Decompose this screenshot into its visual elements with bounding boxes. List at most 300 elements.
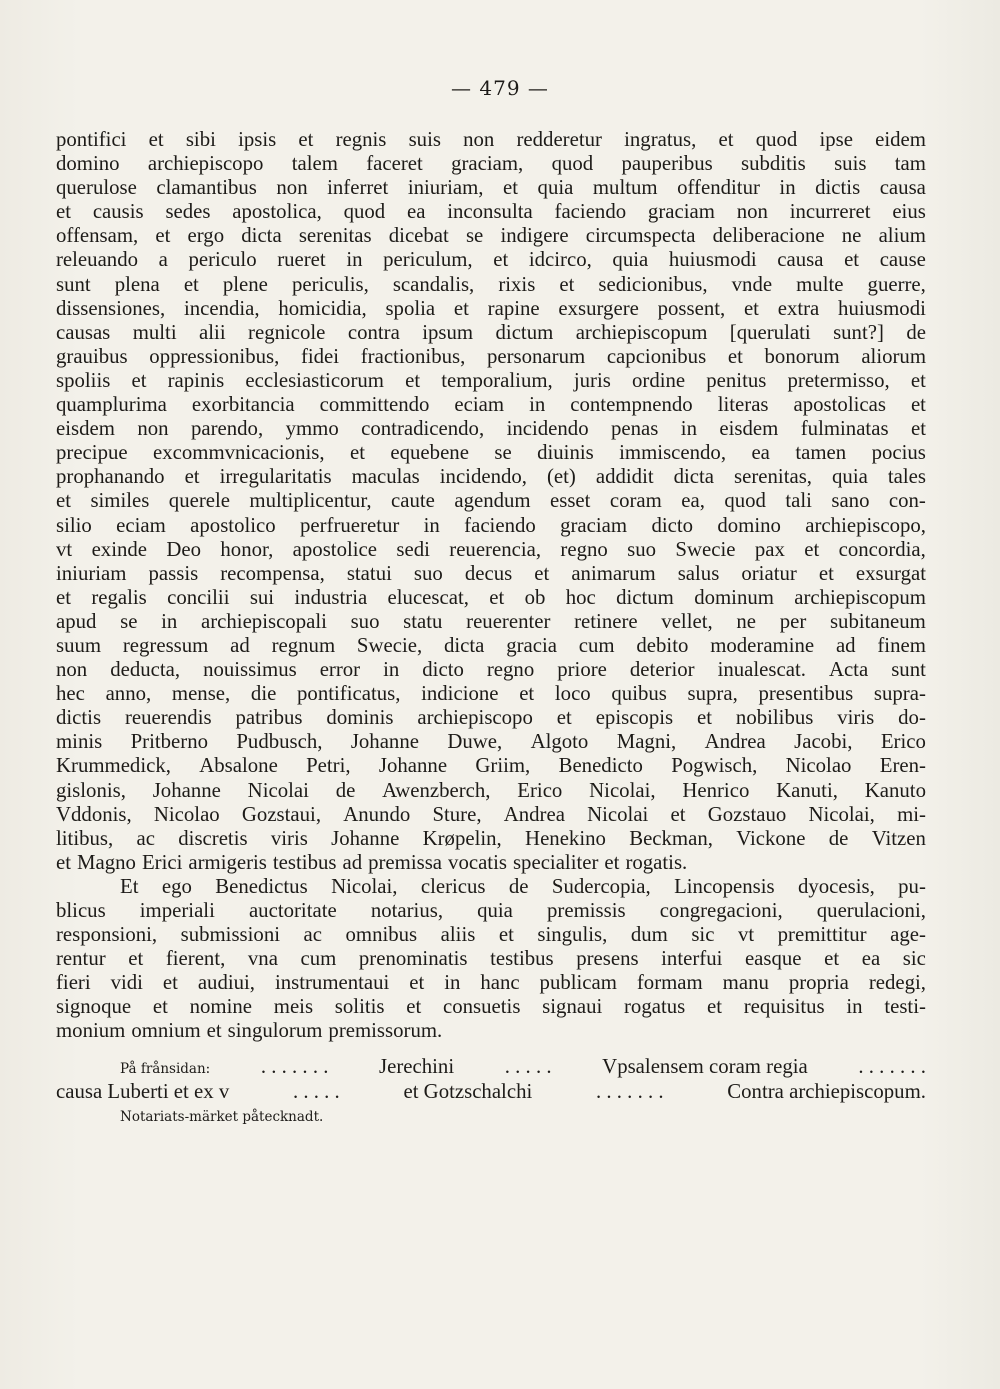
- text-word: Sture,: [432, 802, 482, 826]
- text-word: spoliis: [56, 368, 111, 392]
- text-word: exsurgere: [558, 296, 639, 320]
- text-word: sic: [691, 923, 715, 947]
- text-word: requisitus: [743, 995, 825, 1019]
- text-word: et: [706, 995, 722, 1019]
- text-word: regnum: [271, 633, 336, 657]
- page-number: — 479 —: [451, 76, 549, 100]
- text-word: ne: [736, 609, 757, 633]
- text-word: multi: [132, 320, 177, 344]
- text-word: et: [206, 1019, 222, 1043]
- text-word: inferret: [327, 176, 389, 200]
- text-word: eidem: [875, 128, 926, 151]
- text-word: singulis,: [537, 923, 608, 947]
- text-word: Erico: [517, 778, 563, 802]
- text-word: Jacobi,: [794, 730, 853, 754]
- text-word: prophanando: [56, 465, 165, 489]
- text-word: ordine: [632, 368, 686, 392]
- text-word: tamen: [795, 441, 847, 465]
- text-word: statui: [346, 561, 392, 585]
- text-word: causis: [92, 200, 144, 224]
- text-word: Algoto: [530, 730, 589, 754]
- text-word: discretis: [178, 826, 248, 850]
- text-word: Absalone: [199, 754, 278, 778]
- footnote-dots: . . . . . . .: [260, 1055, 329, 1078]
- footnote-label: På frånsidan:: [120, 1061, 211, 1077]
- text-word: Vitzen: [871, 826, 926, 850]
- text-word: Nicolai,: [808, 802, 875, 826]
- text-line: [56, 562, 926, 586]
- text-word: dicebat: [388, 224, 449, 248]
- text-word: circumspecta: [585, 224, 696, 248]
- text-line: [56, 634, 926, 658]
- text-word: moderamine: [710, 633, 815, 657]
- text-word: et: [148, 128, 164, 151]
- text-word: et: [131, 368, 147, 392]
- text-word: ne: [841, 224, 862, 248]
- text-word: sic: [902, 947, 926, 971]
- text-word: apostolicas: [793, 393, 886, 417]
- text-word: presentibus: [758, 682, 854, 706]
- text-word: eciam: [116, 513, 166, 537]
- text-word: ea,: [681, 489, 705, 513]
- text-word: exinde: [91, 537, 147, 561]
- text-line: [56, 128, 926, 152]
- text-word: vna: [247, 947, 278, 971]
- text-word: mense,: [171, 682, 231, 706]
- text-word: testibus: [490, 947, 554, 971]
- text-word: Petri,: [306, 754, 351, 778]
- text-line: [56, 682, 926, 706]
- text-word: apostolico: [190, 513, 276, 537]
- text-word: guerre,: [867, 272, 926, 296]
- text-word: priore: [557, 658, 607, 682]
- text-word: reuerendis: [124, 706, 212, 730]
- text-word: et: [556, 706, 572, 730]
- text-word: archiepiscopum: [794, 585, 926, 609]
- text-word: domino: [717, 513, 781, 537]
- text-word: dominum: [694, 585, 774, 609]
- text-word: ad: [230, 633, 250, 657]
- text-word: et: [56, 200, 72, 224]
- text-word: excommvnicacionis,: [153, 441, 325, 465]
- text-word: contradicendo,: [361, 417, 485, 441]
- text-word: in: [680, 417, 697, 441]
- text-word: non: [736, 200, 768, 224]
- text-word: et: [56, 489, 72, 513]
- text-word: reuerencia,: [449, 537, 542, 561]
- text-word: [querulati: [729, 320, 811, 344]
- text-word: Benedicto: [558, 754, 643, 778]
- text-line: [56, 754, 926, 778]
- text-word: et: [405, 368, 421, 392]
- text-word: ego: [161, 874, 192, 898]
- text-word: ingratus,: [624, 128, 697, 151]
- footnote-text: Vpsalensem coram regia: [602, 1055, 808, 1078]
- text-word: causa: [879, 176, 926, 200]
- text-word: serenitas,: [734, 465, 813, 489]
- footnote-dots: . . . . .: [292, 1080, 340, 1103]
- text-word: industria: [294, 585, 368, 609]
- text-word: concordia,: [838, 537, 926, 561]
- text-word: tales: [887, 465, 926, 489]
- text-word: domino: [56, 152, 120, 176]
- text-line: [56, 851, 926, 875]
- text-word: apostolice: [292, 537, 377, 561]
- text-word: do-: [898, 706, 926, 730]
- text-line: [56, 730, 926, 754]
- text-word: causas: [56, 320, 111, 344]
- text-word: in: [383, 658, 400, 682]
- text-word: incendia,: [183, 296, 260, 320]
- text-word: propria: [788, 971, 849, 995]
- text-word: literas: [717, 393, 769, 417]
- text-word: cum: [578, 633, 615, 657]
- text-word: in: [161, 609, 178, 633]
- text-word: Lincopensis: [674, 874, 775, 898]
- text-word: quod: [755, 128, 798, 151]
- text-word: Pogwisch,: [671, 754, 758, 778]
- text-word: pocius: [871, 441, 926, 465]
- text-word: multum: [592, 176, 658, 200]
- text-word: eisdem: [719, 417, 779, 441]
- text-word: quibus: [611, 682, 667, 706]
- text-word: manu: [722, 971, 769, 995]
- text-word: premissorum.: [328, 1019, 443, 1043]
- text-word: dominis: [326, 706, 394, 730]
- text-word: monium: [56, 1019, 126, 1043]
- text-word: gislonis,: [56, 778, 126, 802]
- text-word: age-: [890, 923, 926, 947]
- text-word: capcionibus: [606, 344, 707, 368]
- text-word: animarum: [571, 561, 656, 585]
- text-word: viris: [837, 706, 875, 730]
- text-word: Kanuto: [864, 778, 926, 802]
- text-word: Henrico: [682, 778, 750, 802]
- text-word: cum: [300, 947, 337, 971]
- text-word: non: [276, 176, 308, 200]
- text-word: regnis: [335, 128, 387, 151]
- text-line: [56, 538, 926, 562]
- text-word: con-: [888, 489, 926, 513]
- text-word: quia: [477, 899, 513, 922]
- text-word: quod: [551, 152, 594, 176]
- text-word: regalis: [91, 585, 147, 609]
- text-word: indicione: [421, 682, 499, 706]
- text-word: talem: [291, 152, 338, 176]
- text-word: periculo: [188, 248, 257, 272]
- text-word: et: [503, 176, 519, 200]
- text-word: ea: [406, 200, 426, 224]
- text-word: Eren-: [879, 754, 926, 778]
- text-word: salus: [677, 561, 720, 585]
- text-line: [56, 586, 926, 610]
- text-word: releuando: [56, 248, 138, 272]
- text-word: et: [804, 537, 820, 561]
- footnote-reverse-side-line-1: [56, 1055, 926, 1079]
- text-word: tali: [785, 489, 812, 513]
- text-word: testi-: [884, 995, 926, 1019]
- text-word: Magno: [77, 850, 136, 874]
- text-word: grauibus: [56, 344, 128, 368]
- text-word: sunt: [891, 658, 926, 682]
- text-line: [56, 947, 926, 971]
- text-line: [56, 273, 926, 297]
- text-word: vt: [56, 537, 73, 561]
- text-word: Pudbusch,: [236, 730, 323, 754]
- text-word: ob: [524, 585, 546, 609]
- text-word: omnium: [131, 1019, 201, 1043]
- text-word: ea: [861, 947, 881, 971]
- text-word: vocatis: [448, 850, 507, 874]
- text-word: Nicolao: [785, 754, 852, 778]
- text-word: regno: [560, 537, 608, 561]
- text-line: [56, 875, 926, 899]
- text-word: viris: [270, 826, 308, 850]
- text-word: idcirco,: [528, 248, 592, 272]
- text-word: rixis: [498, 272, 536, 296]
- text-word: sedicionibus,: [598, 272, 708, 296]
- text-line: [56, 441, 926, 465]
- text-word: penas: [611, 417, 659, 441]
- footnote-reverse-side-line-2: [56, 1080, 926, 1104]
- text-word: nobilibus: [735, 706, 814, 730]
- text-word: meis: [273, 995, 314, 1019]
- text-line: [56, 248, 926, 272]
- text-word: caute: [391, 489, 435, 513]
- text-word: rapine: [487, 296, 540, 320]
- text-word: vellet,: [661, 609, 713, 633]
- text-word: rentur: [56, 947, 106, 971]
- text-word: et: [298, 128, 314, 151]
- footnote-dots: . . . . . . .: [595, 1080, 664, 1103]
- text-word: et: [818, 561, 834, 585]
- text-word: regnicole: [248, 320, 326, 344]
- text-word: bonorum: [764, 344, 840, 368]
- text-word: periculis,: [291, 272, 369, 296]
- text-word: et: [56, 585, 72, 609]
- text-word: passis: [148, 561, 199, 585]
- text-word: Nicolai,: [589, 778, 656, 802]
- text-line: [56, 176, 926, 200]
- text-word: Pritberno: [130, 730, 208, 754]
- text-word: et: [697, 706, 713, 730]
- text-word: publicam: [539, 971, 617, 995]
- text-word: anno,: [105, 682, 152, 706]
- text-word: vt: [737, 923, 755, 947]
- text-word: audiui,: [197, 971, 256, 995]
- text-word: archiepiscopo: [147, 152, 264, 176]
- text-word: redegi,: [868, 971, 926, 995]
- text-word: clericus: [420, 874, 486, 898]
- text-word: et: [162, 971, 178, 995]
- text-word: statu: [403, 609, 443, 633]
- text-line: [56, 369, 926, 393]
- text-word: a: [158, 248, 168, 272]
- text-word: Kanuti,: [776, 778, 838, 802]
- text-word: precipue: [56, 441, 128, 465]
- text-word: spolia: [385, 296, 436, 320]
- text-word: in: [529, 393, 546, 417]
- text-word: temporalium,: [441, 368, 553, 392]
- text-word: in: [444, 971, 461, 995]
- text-word: possent,: [657, 296, 726, 320]
- text-word: contra: [347, 320, 400, 344]
- text-word: eisdem: [56, 417, 115, 441]
- text-word: de: [335, 778, 356, 802]
- text-word: et: [155, 224, 171, 248]
- text-word: offenditur: [677, 176, 760, 200]
- text-word: pauperibus: [621, 152, 713, 176]
- text-word: deducta,: [110, 658, 181, 682]
- footnote-dots: . . . . . . .: [858, 1055, 926, 1078]
- text-word: suo: [627, 537, 657, 561]
- text-line: [56, 803, 926, 827]
- text-word: periculum,: [383, 248, 473, 272]
- text-word: ipsis: [238, 128, 277, 151]
- text-word: et: [349, 441, 365, 465]
- text-word: in: [846, 995, 863, 1019]
- text-word: pontificatus,: [297, 682, 401, 706]
- text-word: et: [406, 995, 422, 1019]
- text-word: oppressionibus,: [149, 344, 280, 368]
- text-word: dictum: [616, 585, 674, 609]
- text-word: Erici: [141, 850, 183, 874]
- text-word: non: [463, 128, 495, 151]
- footnote-dots: . . . . .: [504, 1055, 552, 1078]
- text-word: dicta: [241, 224, 282, 248]
- text-word: singulorum: [227, 1019, 323, 1043]
- text-word: et: [718, 128, 734, 151]
- text-word: litibus,: [56, 826, 114, 850]
- text-word: incidendo,: [439, 465, 527, 489]
- text-word: Awenzberch,: [382, 778, 491, 802]
- text-word: multe: [796, 272, 844, 296]
- text-word: hanc: [480, 971, 520, 995]
- text-word: signaui: [542, 995, 603, 1019]
- text-word: et: [844, 248, 860, 272]
- text-word: Griim,: [475, 754, 531, 778]
- text-word: responsioni,: [56, 923, 158, 947]
- text-word: dictis: [815, 176, 861, 200]
- text-word: Krummedick,: [56, 754, 171, 778]
- text-word: testibus: [272, 850, 337, 874]
- text-word: imperiali: [139, 899, 215, 922]
- text-word: Benedictus: [215, 874, 308, 898]
- text-word: Beckman,: [629, 826, 713, 850]
- text-line: [56, 514, 926, 538]
- text-word: dicta: [673, 465, 715, 489]
- text-word: rapinis: [167, 368, 225, 392]
- text-word: eciam: [454, 393, 505, 417]
- text-word: fractionibus,: [360, 344, 466, 368]
- text-word: in: [423, 513, 440, 537]
- text-word: pu-: [898, 874, 926, 898]
- text-word: solitis: [334, 995, 385, 1019]
- text-word: extra: [777, 296, 820, 320]
- text-word: graciam: [647, 200, 715, 224]
- text-word: Krøpelin,: [422, 826, 502, 850]
- text-word: suis: [408, 128, 441, 151]
- text-word: elucescat,: [387, 585, 469, 609]
- text-word: immiscendo,: [619, 441, 727, 465]
- text-word: hec: [56, 682, 85, 706]
- text-word: suum: [56, 633, 102, 657]
- text-word: ea: [751, 441, 770, 465]
- text-word: graciam,: [451, 152, 524, 176]
- text-word: instrumentaui: [274, 971, 390, 995]
- text-word: Nicolai: [587, 802, 649, 826]
- text-word: armigeris: [188, 850, 267, 874]
- text-word: regressum: [122, 633, 209, 657]
- text-word: retinere: [574, 609, 638, 633]
- text-word: committendo: [319, 393, 430, 417]
- text-word: fieri: [56, 971, 91, 995]
- footnote-text: causa Luberti et ex v: [56, 1080, 230, 1103]
- text-word: mi-: [897, 802, 926, 826]
- text-word: quia: [537, 176, 574, 200]
- text-word: fidei: [300, 344, 340, 368]
- text-word: pretermisso,: [787, 368, 890, 392]
- text-word: huiusmodi: [668, 248, 757, 272]
- text-word: archiepiscopo: [417, 706, 533, 730]
- text-word: plene: [222, 272, 268, 296]
- text-word: ipse: [819, 128, 853, 151]
- text-word: faciendo: [464, 513, 536, 537]
- text-word: et: [519, 682, 535, 706]
- text-word: supra-: [873, 682, 926, 706]
- text-line: [56, 465, 926, 489]
- text-word: pontifici: [56, 128, 127, 151]
- text-word: incurreret: [789, 200, 871, 224]
- text-line: [56, 321, 926, 345]
- text-word: perfrueretur: [300, 513, 400, 537]
- text-word: parendo,: [190, 417, 264, 441]
- text-line: [56, 658, 926, 682]
- text-word: suis: [834, 152, 867, 176]
- text-word: Duwe,: [447, 730, 503, 754]
- text-word: subitaneum: [829, 609, 926, 633]
- text-word: quia: [612, 248, 649, 272]
- text-word: de: [828, 826, 849, 850]
- text-word: cause: [879, 248, 926, 272]
- text-word: sedes: [165, 200, 211, 224]
- text-word: faceret: [366, 152, 423, 176]
- text-word: redderetur: [516, 128, 602, 151]
- text-word: error: [319, 658, 361, 682]
- text-word: penitus: [706, 368, 767, 392]
- text-word: Gozstaui,: [241, 802, 322, 826]
- text-word: honor,: [220, 537, 274, 561]
- text-word: exsurgat: [855, 561, 926, 585]
- text-word: et: [534, 561, 550, 585]
- text-word: Nicolao: [153, 802, 220, 826]
- text-word: Et: [120, 874, 139, 898]
- text-word: Johanne: [331, 826, 400, 850]
- text-word: formam: [636, 971, 703, 995]
- text-line: [56, 923, 926, 947]
- text-word: non: [56, 658, 88, 682]
- text-word: ecclesiasticorum: [245, 368, 384, 392]
- text-word: et: [498, 923, 514, 947]
- text-word: plena: [114, 272, 160, 296]
- text-word: (et): [546, 465, 576, 489]
- text-word: in: [346, 248, 363, 272]
- text-word: rogatus: [624, 995, 686, 1019]
- text-word: et: [493, 248, 509, 272]
- text-word: et: [559, 272, 575, 296]
- text-word: et: [727, 344, 743, 368]
- text-word: homicidia,: [278, 296, 367, 320]
